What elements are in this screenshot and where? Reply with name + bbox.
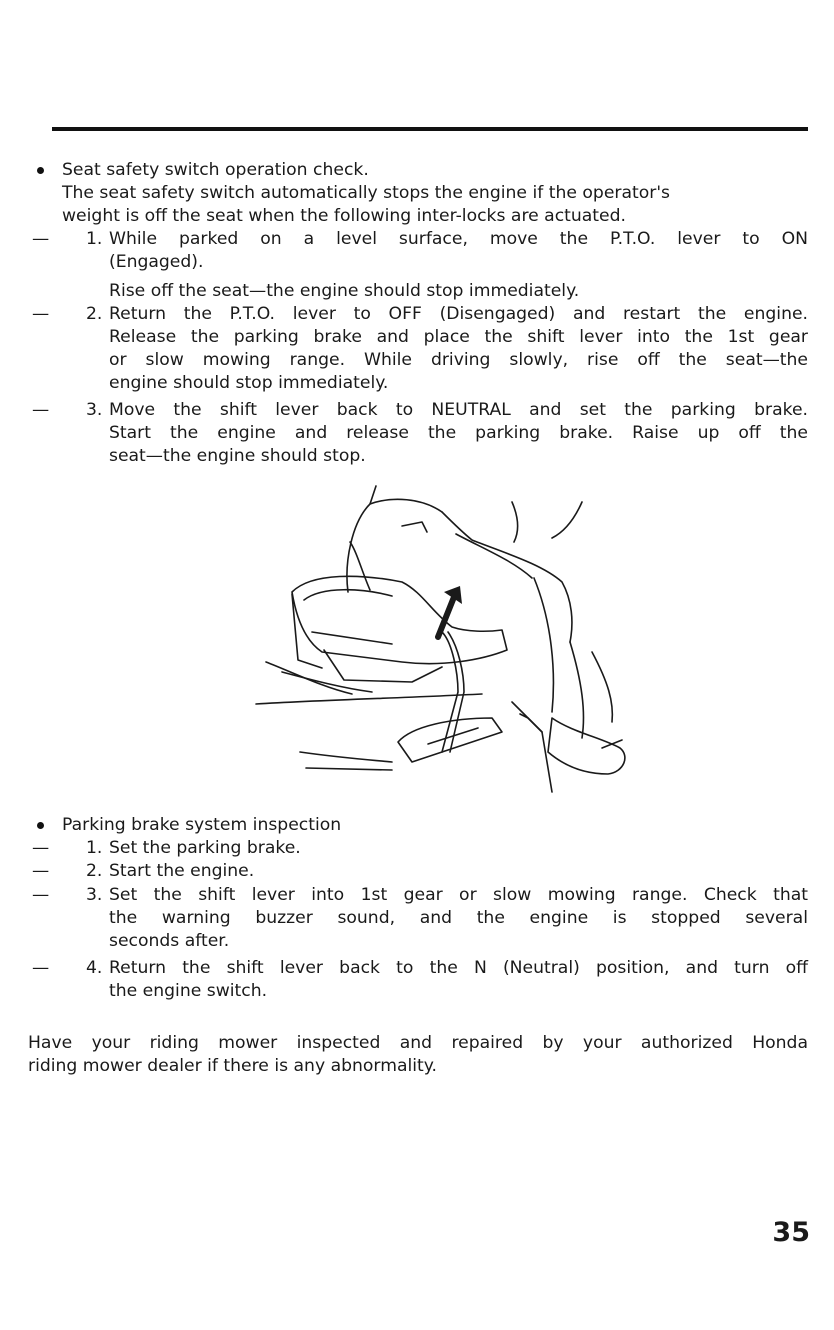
s2-step3-line2: the warning buzzer sound, and the engine is stopped several — [109, 908, 808, 928]
step-number: 2. — [86, 861, 103, 881]
dash-marker: — — [32, 885, 50, 905]
s1-step2-line3: or slow mowing range. While driving slowly, rise off the seat—the — [109, 350, 808, 370]
seat-safety-illustration — [252, 482, 642, 802]
dash-marker: — — [32, 229, 50, 249]
s1-step2-line1: Return the P.T.O. lever to OFF (Disengaged) and restart the engine. — [109, 304, 808, 324]
s2-step3-line3: seconds after. — [109, 931, 230, 951]
s1-step2-line2: Release the parking brake and place the shift lever into the 1st gear — [109, 327, 808, 347]
s2-step4-line2: the engine switch. — [109, 981, 268, 1001]
s2-step1: Set the parking brake. — [109, 838, 301, 858]
dash-marker: — — [32, 400, 50, 420]
step-number: 2. — [86, 304, 103, 324]
s2-step2: Start the engine. — [109, 861, 255, 881]
s1-step1-line3: Rise off the seat—the engine should stop immediately. — [109, 281, 580, 301]
dash-marker: — — [32, 304, 50, 324]
closing-line1: Have your riding mower inspected and repaired by your authorized Honda — [28, 1033, 808, 1053]
dash-marker: — — [32, 958, 50, 978]
closing-line2: riding mower dealer if there is any abnormality. — [28, 1056, 437, 1076]
step-number: 1. — [86, 838, 103, 858]
bullet-icon — [37, 167, 44, 174]
step-number: 1. — [86, 229, 103, 249]
section1-intro-line1: The seat safety switch automatically stops the engine if the operator's — [62, 183, 670, 203]
s1-step1-line1: While parked on a level surface, move the P.T.O. lever to ON — [109, 229, 808, 249]
s1-step3-line1: Move the shift lever back to NEUTRAL and set the parking brake. — [109, 400, 808, 420]
dash-marker: — — [32, 861, 50, 881]
bullet-icon — [37, 822, 44, 829]
step-number: 3. — [86, 400, 103, 420]
s2-step4-line1: Return the shift lever back to the N (Neutral) position, and turn off — [109, 958, 808, 978]
s1-step3-line3: seat—the engine should stop. — [109, 446, 366, 466]
dash-marker: — — [32, 838, 50, 858]
header-rule — [52, 127, 808, 131]
s2-step3-line1: Set the shift lever into 1st gear or slow mowing range. Check that — [109, 885, 808, 905]
s1-step2-line4: engine should stop immediately. — [109, 373, 389, 393]
step-number: 4. — [86, 958, 103, 978]
section1-intro-line2: weight is off the seat when the following inter-locks are actuated. — [62, 206, 626, 226]
section1-title: Seat safety switch operation check. — [62, 160, 369, 180]
section2-title: Parking brake system inspection — [62, 815, 342, 835]
page-number: 35 — [772, 1217, 810, 1248]
step-number: 3. — [86, 885, 103, 905]
s1-step3-line2: Start the engine and release the parking brake. Raise up off the — [109, 423, 808, 443]
s1-step1-line2: (Engaged). — [109, 252, 204, 272]
